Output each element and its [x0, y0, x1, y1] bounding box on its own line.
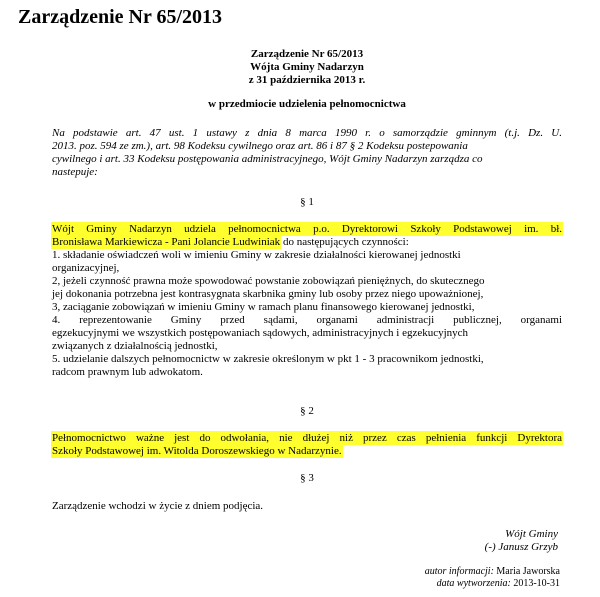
signature: [485, 528, 558, 554]
section-3-title: § 3: [300, 472, 314, 484]
document-header: [52, 48, 562, 87]
section-1-line: 1. składanie oświadczeń woli w imieniu Gminy w zakresie działalności kierowanej jednostki: [52, 249, 461, 261]
section-2-body: [52, 432, 562, 458]
preamble-line: 2013. poz. 594 ze zm.), art. 98 Kodeksu cywilnego oraz art. 86 i 87 § 2 Kodeksu postepowania: [52, 140, 468, 152]
page-title: Zarządzenie Nr 65/2013: [18, 6, 223, 28]
section-1-line: 5. udzielanie dalszych pełnomocnictw w zakresie określonym w pkt 1 - 3 pracownikom jednostki,: [52, 353, 484, 365]
section-1-line: egzekucyjnymi we wszystkich postępowaniach sądowych, administracyjnych i egzekucyjnych: [52, 327, 469, 339]
section-1-title: § 1: [300, 196, 314, 208]
document-subject: w przedmiocie udzielenia pełnomocnictwa: [208, 98, 406, 110]
signature-name: (-) Janusz Grzyb: [484, 541, 558, 553]
section-1-line: organizacyjnej,: [52, 262, 120, 274]
section-1-body: [52, 223, 562, 379]
section-1-line: związanych z działalnością jednostki,: [52, 340, 218, 352]
highlighted-text: Bronisława Markiewicza - Pani Jolancie Ludwiniak: [52, 236, 281, 248]
preamble-line: nastepuje:: [52, 166, 98, 178]
author-value: Maria Jaworska: [496, 566, 560, 577]
signature-role: Wójt Gminy: [505, 528, 558, 540]
header-line-2: Wójta Gminy Nadarzyn: [250, 61, 364, 73]
section-1-line: jej dokonania potrzebna jest kontrasygnata skarbnika gminy lub osoby przez niego upoważnionej,: [52, 288, 484, 300]
section-3-text: Zarządzenie wchodzi w życie z dniem podjęcia.: [52, 500, 264, 512]
section-1-line: radcom prawnym lub adwokatom.: [52, 366, 203, 378]
preamble: [52, 127, 562, 179]
preamble-line: Na podstawie art. 47 ust. 1 ustawy z dnia 8 marca 1990 r. o samorządzie gminnym (t.j. Dz. U.: [52, 127, 562, 139]
author-label: autor informacji:: [424, 566, 494, 577]
section-2-title: § 2: [300, 405, 314, 417]
document-meta: [425, 566, 560, 590]
header-line-1: Zarządzenie Nr 65/2013: [250, 48, 364, 60]
highlighted-text: Pełnomocnictwo ważne jest do odwołania, nie dłużej niż przez czas pełnienia funkcji Dyrektora: [52, 432, 562, 444]
section-2-highlight-line: [52, 432, 562, 445]
highlighted-text: Wójt Gminy Nadarzyn udziela pełnomocnictwa p.o. Dyrektorowi Szkoły Podstawowej im. bł.: [52, 223, 562, 235]
preamble-line: cywilnego i art. 33 Kodeksu postępowania administracyjnego, Wójt Gminy Nadarzyn zarządza co: [52, 153, 483, 165]
section-1-line: 3, zaciąganie zobowiązań w imieniu Gminy w ramach planu finansowego kierowanej jednostki,: [52, 301, 475, 313]
date-label: data wytworzenia:: [436, 578, 511, 589]
section-1-line: 4. reprezentowanie Gminy przed sądami, organami administracji publicznej, organami: [52, 314, 562, 326]
date-value: 2013-10-31: [513, 578, 560, 589]
section-1-highlight-line: [52, 223, 562, 236]
section-1-line: 2, jeżeli czynność prawna może spowodować powstanie zobowiązań pieniężnych, do skutecznego: [52, 275, 485, 287]
section-1-line-rest: do następujących czynności:: [280, 236, 409, 248]
section-1-line: [52, 236, 562, 249]
header-line-3: z 31 października 2013 r.: [248, 74, 366, 86]
section-2-highlight-line: [52, 445, 562, 458]
highlighted-text: Szkoły Podstawowej im. Witolda Doroszewskiego w Nadarzynie.: [52, 445, 342, 457]
